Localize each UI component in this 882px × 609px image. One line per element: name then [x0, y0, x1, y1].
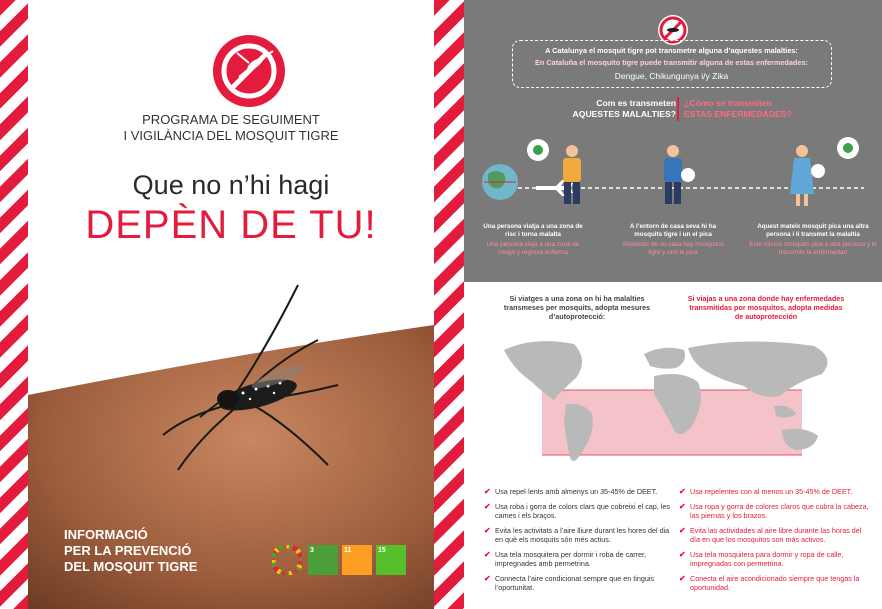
how-heading-es: [684, 98, 792, 120]
step-1: [478, 223, 588, 257]
transmission-illustration: [464, 130, 882, 222]
tip-es-3: ✔ Evita las actividades al aire libre durante las horas del día en que los mosquitos son más activos.: [679, 526, 862, 545]
cover-panel: [28, 0, 434, 609]
tip-ca-4: ✔ Usa tela mosquitera per dormir i roba de carrer, impregnades amb permetrina.: [484, 550, 646, 569]
sdg-goal-15-label: 15: [378, 547, 386, 554]
cover-footer-line3: DEL MOSQUIT TIGRE: [64, 559, 198, 574]
tip-ca-4-text: Usa tela mosquitera per dormir i roba de carrer, impregnades amb permetrina.: [495, 550, 646, 569]
tip-es-4: ✔ Usa tela mosquitera para dormir y ropa de calle, impregnadas con permetrina.: [679, 550, 844, 569]
tip-es-2: ✔ Usa ropa y gorra de colores claros que cubra la cabeza, las piernas y los brazos.: [679, 502, 869, 521]
travel-advice-ca: Si viatges a una zona on hi ha malalties transmeses per mosquits, adopta mesures d’autoprotecció:: [503, 294, 651, 321]
cover-footer-line2: PER LA PREVENCIÓ: [64, 543, 192, 558]
how-heading-ca-line2: AQUESTES MALALTIES?: [572, 109, 676, 119]
sdg-goal-11-icon: [342, 545, 372, 575]
step-3-es: Este mismo mosquito pica a otra persona y le transmite la enfermedad: [749, 241, 877, 256]
tip-ca-2-text: Usa roba i gorra de colors clars que cobreixi el cap, les cames i els braços.: [495, 502, 670, 521]
info-panel: [464, 0, 882, 609]
left-border-stripes: [0, 0, 28, 609]
infected-woman-figure: [790, 145, 814, 206]
sdg-wheel-icon: [272, 545, 302, 575]
tip-ca-5: ✔ Connecta l’aire condicionat sempre que en tinguis l’oportunitat.: [484, 574, 655, 593]
step-2-es: Alrededor de su casa hay mosquitos tigre y uno le pica: [622, 241, 724, 256]
mosquito-bubble-1: [681, 168, 695, 182]
cover-footer-line1: INFORMACIÓ: [64, 527, 148, 542]
tip-ca-2: ✔ Usa roba i gorra de colors clars que cobreixi el cap, les cames i els braços.: [484, 502, 670, 521]
slogan-line2: DEPÈN DE TU!: [85, 203, 377, 247]
diseases-line-ca: A Catalunya el mosquit tigre pot transmetre alguna d’aquestes malalties:: [545, 46, 798, 55]
how-heading-ca-line1: Com es transmeten: [596, 98, 676, 108]
tip-es-1-text: Usa repelentes con al menos un 35-45% de DEET.: [690, 487, 853, 497]
slogan-line1: Que no n’hi hagi: [132, 170, 330, 200]
sdg-goal-15-icon: [376, 545, 406, 575]
sdg-goal-3-label: 3: [310, 547, 314, 554]
tip-es-4-text: Usa tela mosquitera para dormir y ropa de calle, impregnadas con permetrina.: [690, 550, 844, 569]
how-heading-ca: [573, 98, 676, 120]
program-title-line1: PROGRAMA DE SEGUIMENT: [142, 112, 320, 127]
tip-es-5-text: Conecta el aire acondicionado siempre que tengas la oportunidad.: [690, 574, 860, 593]
mosquito-bubble-2: [811, 164, 825, 178]
how-heading-es-line2: ESTAS ENFERMEDADES?: [684, 109, 792, 119]
program-title-line2: I VIGILÀNCIA DEL MOSQUIT TIGRE: [123, 128, 339, 143]
world-map: [484, 330, 864, 470]
heading-divider: [677, 97, 679, 121]
bitten-person-figure: [664, 145, 682, 204]
virus-bubble-1: [527, 139, 549, 161]
center-border-stripes: [434, 0, 464, 609]
tip-ca-5-text: Connecta l’aire condicionat sempre que en tinguis l’oportunitat.: [495, 574, 655, 593]
virus-bubble-2: [837, 137, 859, 159]
how-heading-es-line1: ¿Cómo se transmiten: [684, 98, 772, 108]
step-3-ca: Aquest mateix mosquit pica una altra persona i li transmet la malaltia: [757, 223, 869, 238]
tip-es-2-text: Usa ropa y gorra de colores claros que cubra la cabeza, las piernas y los brazos.: [690, 502, 869, 521]
tip-es-1: ✔ Usa repelentes con al menos un 35-45% de DEET.: [679, 487, 853, 497]
step-1-ca: Una persona viatja a una zona de risc i torna malalta: [483, 223, 583, 238]
sdg-goal-3-icon: [308, 545, 338, 575]
tip-es-3-text: Evita las actividades al aire libre durante las horas del día en que los mosquitos son más activos.: [690, 526, 862, 545]
tip-ca-1: ✔ Usa repel·lents amb almenys un 35-45% de DEET.: [484, 487, 658, 497]
diseases-box: [512, 40, 832, 88]
traveler-figure: [563, 145, 581, 204]
globe-icon: [482, 164, 518, 200]
step-2-ca: A l’entorn de casa seva hi ha mosquits tigre i un el pica: [629, 223, 717, 238]
cover-footer: [64, 527, 197, 575]
step-3: [748, 223, 878, 257]
step-2: [618, 223, 728, 257]
program-title: [28, 112, 434, 144]
travel-advice-es: Si viajas a una zona donde hay enfermedades transmitidas por mosquitos, adopta medidas de autoprotección: [687, 294, 845, 321]
tip-ca-3-text: Evita les activitats a l’aire lliure durant les hores del dia en què els mosquits són més actius.: [495, 526, 670, 545]
tip-es-5: ✔ Conecta el aire acondicionado siempre que tengas la oportunidad.: [679, 574, 860, 593]
mosquito-logo-icon: [211, 33, 287, 109]
step-1-es: Una persona viaja a una zona de riesgo y regresa enferma: [486, 241, 580, 256]
diseases-list: Dengue, Chikungunya i/y Zika: [614, 71, 729, 81]
diseases-line-es: En Cataluña el mosquito tigre puede transmitir alguna de estas enfermedades:: [535, 58, 808, 67]
tip-ca-1-text: Usa repel·lents amb almenys un 35-45% de DEET.: [495, 487, 658, 497]
tip-ca-3: ✔ Evita les activitats a l’aire lliure durant les hores del dia en què els mosquits són més actius.: [484, 526, 670, 545]
sdg-goal-11-label: 11: [344, 547, 352, 554]
